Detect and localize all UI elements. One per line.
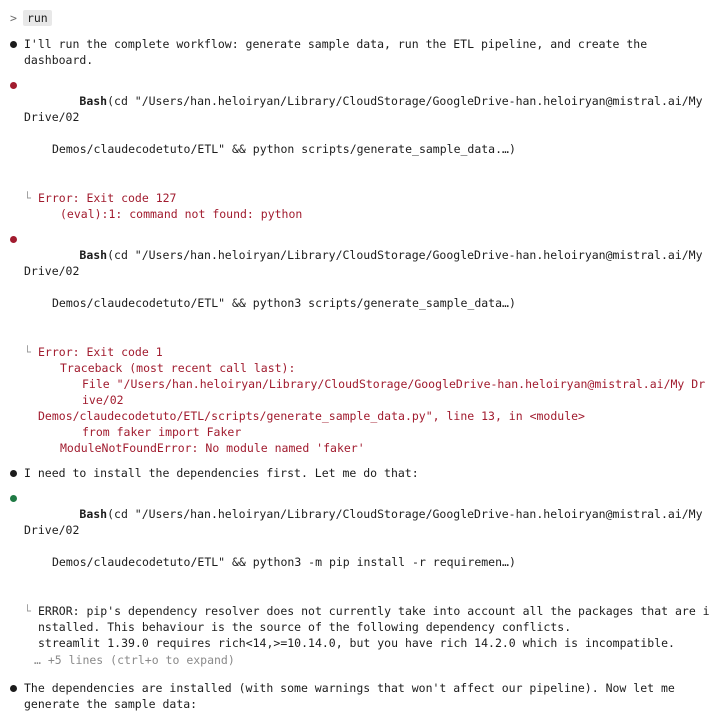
tree-elbow-icon: └ [24, 191, 31, 205]
tool-output-line: File "/Users/han.heloiryan/Library/CloudStorage/GoogleDrive-han.heloiryan@mistral.ai/My Drive/02 [82, 377, 706, 407]
bullet-marker [10, 490, 24, 502]
tool-call-block [10, 490, 710, 668]
assistant-message-block [10, 36, 710, 68]
tool-name: Bash [79, 94, 108, 108]
bullet-marker [10, 77, 24, 89]
bullet-dot-error-icon [10, 236, 17, 243]
tool-body [24, 490, 710, 668]
tool-arg-line-1: (cd "/Users/han.heloiryan/Library/CloudStorage/GoogleDrive-han.heloiryan@mistral.ai/My Drive/02 [24, 94, 710, 124]
tool-output-line: ModuleNotFoundError: No module named 'faker' [60, 441, 365, 455]
message-text: I need to install the dependencies first. Let me do that: [24, 466, 419, 480]
tool-result [24, 344, 710, 456]
bullet-dot-icon [10, 685, 17, 692]
command-echo-line [10, 10, 710, 26]
prompt-chevron-icon: > [10, 11, 17, 25]
bullet-dot-icon [10, 41, 17, 48]
bullet-marker [10, 465, 24, 477]
tool-result [24, 190, 710, 222]
message-body [24, 36, 710, 68]
tool-name: Bash [79, 248, 108, 262]
bullet-dot-success-icon [10, 495, 17, 502]
expand-output-toggle[interactable]: … +5 lines (ctrl+o to expand) [34, 653, 235, 667]
tool-header [24, 77, 710, 189]
message-body [24, 680, 710, 712]
tool-call-block [10, 77, 710, 222]
tool-error-header: Error: Exit code 127 [38, 191, 177, 205]
tool-arg-line-2: Demos/claudecodetuto/ETL" && python3 -m pip install -r requiremen…) [52, 555, 516, 569]
tool-output-line: Traceback (most recent call last): [60, 361, 296, 375]
tree-elbow-icon: └ [24, 345, 31, 359]
bullet-marker [10, 231, 24, 243]
command-text: run [23, 10, 52, 26]
assistant-message-block [10, 680, 710, 712]
tool-body [24, 231, 710, 456]
tool-output-line: (eval):1: command not found: python [60, 207, 303, 221]
tool-arg-line-1: (cd "/Users/han.heloiryan/Library/CloudStorage/GoogleDrive-han.heloiryan@mistral.ai/My Drive/02 [24, 507, 710, 537]
tool-body [24, 77, 710, 222]
message-text: I'll run the complete workflow: generate sample data, run the ETL pipeline, and create the dashboard. [24, 37, 655, 67]
tool-result-body [38, 603, 710, 651]
tool-arg-line-2: Demos/claudecodetuto/ETL" && python3 scripts/generate_sample_data…) [52, 296, 516, 310]
tool-arg-line-2: Demos/claudecodetuto/ETL" && python scripts/generate_sample_data.…) [52, 142, 516, 156]
bullet-marker [10, 36, 24, 48]
tool-output-line: from faker import Faker [82, 425, 242, 439]
tool-error-header: Error: Exit code 1 [38, 345, 163, 359]
bullet-marker [10, 680, 24, 692]
tool-output-line: nstalled. This behaviour is the source of the following dependency conflicts. [38, 620, 572, 634]
tree-elbow-icon: └ [24, 604, 31, 618]
tool-output-line: streamlit 1.39.0 requires rich<14,>=10.14.0, but you have rich 14.2.0 which is incompatible. [38, 636, 675, 650]
message-body [24, 465, 710, 481]
tool-output-line: Demos/claudecodetuto/ETL/scripts/generate_sample_data.py", line 13, in <module> [38, 409, 585, 423]
bullet-dot-icon [10, 470, 17, 477]
tool-arg-line-1: (cd "/Users/han.heloiryan/Library/CloudStorage/GoogleDrive-han.heloiryan@mistral.ai/My Drive/02 [24, 248, 710, 278]
tool-result-body [38, 344, 710, 456]
tool-result-body [38, 190, 710, 222]
assistant-message-block [10, 465, 710, 481]
tool-output-line: ERROR: pip's dependency resolver does not currently take into account all the packages that are i [38, 604, 710, 618]
tool-result [24, 603, 710, 651]
tool-call-block [10, 231, 710, 456]
bullet-dot-error-icon [10, 82, 17, 89]
tool-header [24, 490, 710, 602]
message-text: The dependencies are installed (with some warnings that won't affect our pipeline). Now let me generate the sample data: [24, 681, 682, 711]
tool-header [24, 231, 710, 343]
tool-name: Bash [79, 507, 108, 521]
